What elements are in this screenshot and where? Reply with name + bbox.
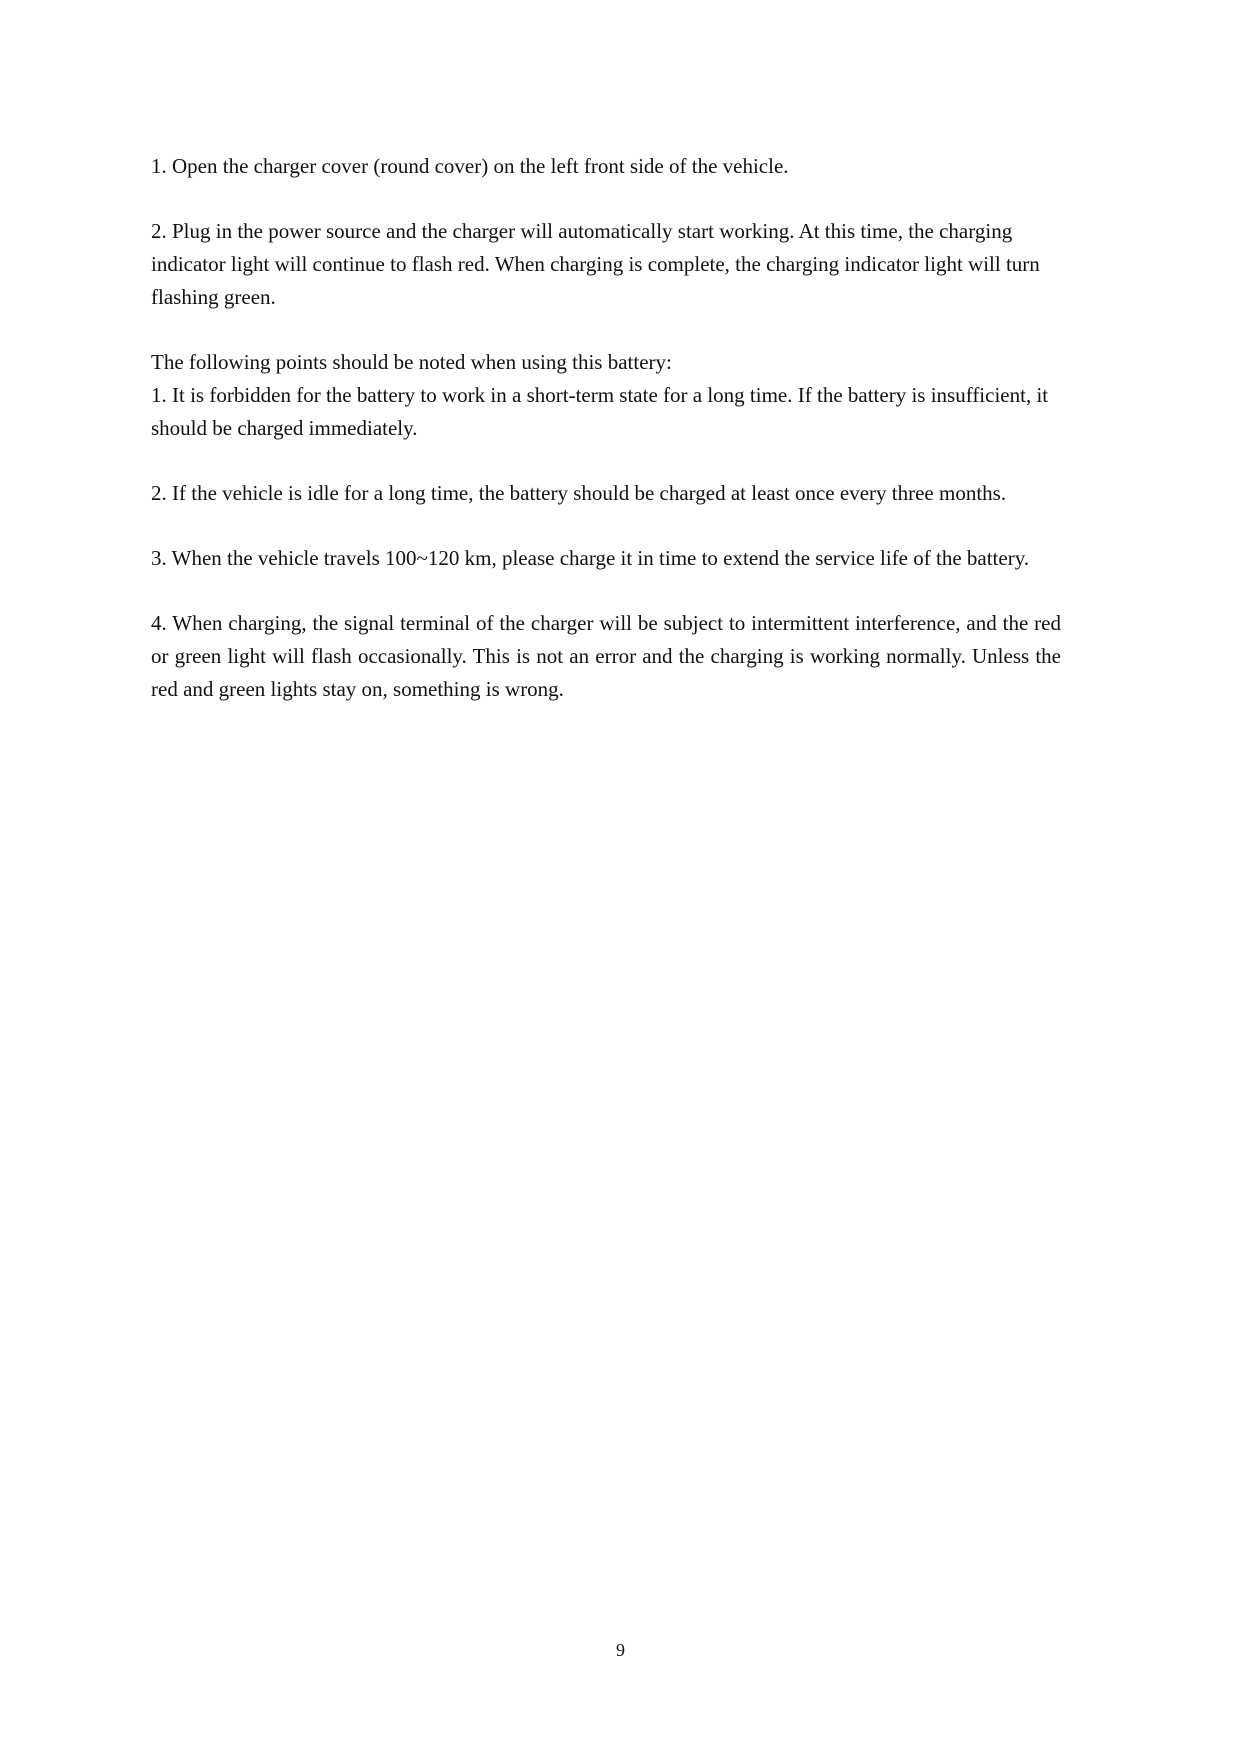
step-plug-in-power: 2. Plug in the power source and the charger will automatically start working. At this time, the charging indicator light will continue to flash red. When charging is complete, the charging indicator light will turn flashing green. bbox=[151, 219, 1040, 309]
page-number: 9 bbox=[616, 1640, 625, 1660]
battery-note-3: 3. When the vehicle travels 100~120 km, please charge it in time to extend the service life of the battery. bbox=[151, 546, 1030, 570]
battery-note-1: 1. It is forbidden for the battery to work in a short-term state for a long time. If the battery is insufficient, it should be charged immediately. bbox=[151, 383, 1049, 440]
document-body bbox=[151, 150, 1061, 738]
battery-note-4: 4. When charging, the signal terminal of the charger will be subject to intermittent interference, and the red or green light will flash occasionally. This is not an error and the charging is working normally. Unless the red and green lights stay on, something is wrong. bbox=[151, 611, 1061, 701]
battery-note-2: 2. If the vehicle is idle for a long time, the battery should be charged at least once every three months. bbox=[151, 481, 1007, 505]
step-open-charger-cover: 1. Open the charger cover (round cover) on the left front side of the vehicle. bbox=[151, 154, 789, 178]
battery-notes-heading: The following points should be noted when using this battery: bbox=[151, 350, 672, 374]
